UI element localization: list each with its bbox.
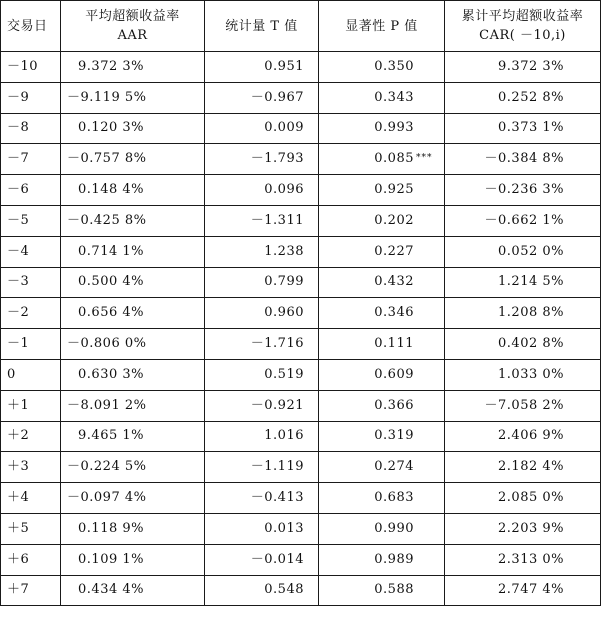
cell-t-value-text: 0.096 (264, 182, 304, 198)
table-row (1, 452, 601, 483)
cell-car-text: 2.203 9% (498, 520, 564, 536)
table-row (1, 544, 601, 575)
cell-p-value (319, 205, 445, 236)
cell-p-value-text: 0.202 (374, 212, 414, 228)
cell-car-text: 1.214 5% (498, 274, 564, 290)
cell-trading-day (1, 298, 61, 329)
cell-trading-day (1, 52, 61, 83)
significance-mark: *** (416, 153, 433, 164)
cell-trading-day (1, 175, 61, 206)
header-trading-day: 交易日 (1, 1, 61, 52)
cell-p-value-text: 0.319 (374, 428, 414, 444)
cell-trading-day (1, 267, 61, 298)
header-car (445, 1, 601, 52)
cell-trading-day (1, 421, 61, 452)
cell-car (445, 236, 601, 267)
cell-car (445, 205, 601, 236)
cell-aar (61, 82, 205, 113)
cell-aar (61, 175, 205, 206)
cell-p-value (319, 575, 445, 606)
cell-trading-day-text: －7 (7, 151, 30, 167)
cell-p-value-text: 0.609 (374, 366, 414, 382)
table-row (1, 113, 601, 144)
cell-p-value (319, 390, 445, 421)
cell-p-value-text: 0.274 (374, 459, 414, 475)
table-row (1, 575, 601, 606)
cell-car-text: 9.372 3% (498, 58, 564, 74)
cell-trading-day (1, 359, 61, 390)
cell-p-value (319, 544, 445, 575)
cell-aar (61, 267, 205, 298)
cell-car-text: 1.033 0% (498, 366, 564, 382)
cell-t-value-text: －1.311 (250, 212, 304, 228)
cell-car (445, 82, 601, 113)
cell-car (445, 267, 601, 298)
cell-aar-text: －0.425 8% (67, 212, 147, 228)
cell-t-value-text: －1.716 (250, 336, 304, 352)
cell-aar-text: －8.091 2% (67, 397, 147, 413)
cell-aar (61, 452, 205, 483)
cell-p-value (319, 298, 445, 329)
table-row (1, 483, 601, 514)
cell-t-value (205, 575, 319, 606)
cell-car (445, 544, 601, 575)
cell-aar-text: －0.224 5% (67, 459, 147, 475)
cell-trading-day (1, 575, 61, 606)
cell-t-value (205, 52, 319, 83)
cell-trading-day-text: －10 (7, 58, 39, 74)
table-row (1, 52, 601, 83)
cell-car (445, 144, 601, 175)
cell-t-value-text: 0.548 (264, 582, 304, 598)
cell-trading-day (1, 113, 61, 144)
cell-car (445, 113, 601, 144)
cell-t-value-text: 0.009 (264, 120, 304, 136)
cell-aar (61, 513, 205, 544)
cell-car-text: 2.747 4% (498, 582, 564, 598)
cell-p-value-text: 0.111 (374, 336, 414, 352)
cell-car (445, 298, 601, 329)
cell-trading-day (1, 82, 61, 113)
cell-aar-text: －0.806 0% (67, 336, 147, 352)
cell-car-text: 1.208 8% (498, 305, 564, 321)
cell-t-value-text: 0.951 (264, 58, 304, 74)
cell-trading-day-text: 0 (7, 366, 16, 382)
table-row (1, 205, 601, 236)
cell-p-value-text: 0.432 (374, 274, 414, 290)
cell-trading-day-text: －8 (7, 120, 30, 136)
cell-car-text: 2.085 0% (498, 490, 564, 506)
cell-trading-day (1, 544, 61, 575)
cell-car (445, 175, 601, 206)
cell-p-value (319, 359, 445, 390)
cell-aar (61, 483, 205, 514)
table-row (1, 298, 601, 329)
cell-p-value-text: 0.989 (374, 551, 414, 567)
cell-aar (61, 421, 205, 452)
cell-car (445, 513, 601, 544)
cell-trading-day-text: －9 (7, 89, 30, 105)
cell-p-value-text: 0.227 (374, 243, 414, 259)
table-row (1, 175, 601, 206)
cell-aar-text: －9.119 5% (67, 89, 147, 105)
cell-t-value-text: 0.960 (264, 305, 304, 321)
header-aar-line2: AAR (117, 28, 148, 43)
cell-car (445, 390, 601, 421)
table-row (1, 421, 601, 452)
header-p-value: 显著性 P 值 (319, 1, 445, 52)
cell-aar (61, 205, 205, 236)
cell-t-value (205, 298, 319, 329)
cell-car-text: －0.662 1% (484, 212, 564, 228)
cell-car-text: 2.182 4% (498, 459, 564, 475)
cell-trading-day (1, 236, 61, 267)
cell-p-value (319, 329, 445, 360)
cell-car (445, 359, 601, 390)
cell-p-value (319, 483, 445, 514)
cell-trading-day-text: －3 (7, 274, 30, 290)
cell-car-text: －7.058 2% (484, 397, 564, 413)
cell-aar (61, 113, 205, 144)
table-row (1, 329, 601, 360)
header-aar (61, 1, 205, 52)
cell-trading-day (1, 329, 61, 360)
cell-p-value (319, 513, 445, 544)
cell-car (445, 575, 601, 606)
cell-t-value-text: －0.921 (250, 397, 304, 413)
cell-car-text: 0.252 8% (498, 89, 564, 105)
cell-aar-text: 0.630 3% (78, 366, 144, 382)
cell-car-text: －0.384 8% (484, 151, 564, 167)
cell-t-value (205, 175, 319, 206)
table-row (1, 359, 601, 390)
cell-p-value-text: 0.350 (374, 58, 414, 74)
cell-t-value (205, 329, 319, 360)
cell-aar-text: 0.714 1% (78, 243, 144, 259)
table-row (1, 390, 601, 421)
cell-t-value (205, 421, 319, 452)
cell-aar (61, 236, 205, 267)
table-row (1, 513, 601, 544)
cell-aar-text: 0.109 1% (78, 551, 144, 567)
cell-t-value-text: 0.799 (264, 274, 304, 290)
cell-aar (61, 144, 205, 175)
cell-t-value (205, 205, 319, 236)
cell-trading-day-text: ＋4 (7, 490, 30, 506)
cell-t-value (205, 82, 319, 113)
cell-aar (61, 52, 205, 83)
cell-trading-day (1, 390, 61, 421)
cell-car-text: 0.402 8% (498, 336, 564, 352)
cell-t-value (205, 113, 319, 144)
header-t-value: 统计量 T 值 (205, 1, 319, 52)
cell-p-value-text: 0.343 (374, 89, 414, 105)
cell-aar-text: 9.372 3% (78, 58, 144, 74)
cell-car-text: －0.236 3% (484, 182, 564, 198)
cell-p-value-text: 0.925 (374, 182, 414, 198)
cell-t-value (205, 390, 319, 421)
cell-car (445, 421, 601, 452)
cell-aar (61, 544, 205, 575)
cell-p-value (319, 175, 445, 206)
cell-trading-day-text: －1 (7, 336, 30, 352)
cell-t-value-text: －1.119 (250, 459, 304, 475)
cell-t-value (205, 267, 319, 298)
cell-p-value (319, 236, 445, 267)
cell-trading-day-text: ＋2 (7, 428, 30, 444)
cell-p-value-text: 0.588 (374, 582, 414, 598)
cell-trading-day-text: ＋7 (7, 582, 30, 598)
table-row (1, 82, 601, 113)
header-car-line1: 累计平均超额收益率 (461, 9, 584, 24)
cell-aar-text: 0.656 4% (78, 305, 144, 321)
table-row (1, 236, 601, 267)
cell-t-value-text: 0.013 (264, 520, 304, 536)
cell-car-text: 2.406 9% (498, 428, 564, 444)
cell-aar (61, 575, 205, 606)
cell-trading-day (1, 513, 61, 544)
cell-trading-day-text: ＋1 (7, 397, 30, 413)
cell-p-value-text: 0.990 (374, 520, 414, 536)
cell-car-text: 0.373 1% (498, 120, 564, 136)
cell-car (445, 52, 601, 83)
cell-trading-day-text: －2 (7, 305, 30, 321)
cell-car (445, 483, 601, 514)
table-row (1, 267, 601, 298)
cell-p-value (319, 267, 445, 298)
cell-t-value (205, 513, 319, 544)
cell-aar-text: 0.148 4% (78, 182, 144, 198)
cell-aar (61, 298, 205, 329)
cell-trading-day-text: ＋3 (7, 459, 30, 475)
cell-car-text: 2.313 0% (498, 551, 564, 567)
cell-t-value (205, 544, 319, 575)
header-car-line2: CAR( －10,i) (479, 28, 566, 43)
cell-p-value (319, 452, 445, 483)
header-row (1, 1, 601, 52)
cell-aar (61, 359, 205, 390)
cell-t-value-text: 0.519 (264, 366, 304, 382)
table-header (1, 1, 601, 52)
cell-p-value (319, 421, 445, 452)
cell-p-value (319, 144, 445, 175)
cell-t-value (205, 359, 319, 390)
cell-trading-day (1, 452, 61, 483)
cell-t-value (205, 236, 319, 267)
cell-aar-text: 0.434 4% (78, 582, 144, 598)
cell-trading-day (1, 205, 61, 236)
cell-trading-day-text: －4 (7, 243, 30, 259)
cell-p-value (319, 113, 445, 144)
cell-aar-text: －0.097 4% (67, 490, 147, 506)
cell-car (445, 452, 601, 483)
cell-t-value-text: －0.413 (250, 490, 304, 506)
cell-p-value-text: 0.366 (374, 397, 414, 413)
cell-aar-text: 0.118 9% (78, 520, 144, 536)
cell-aar-text: 0.120 3% (78, 120, 144, 136)
cell-aar (61, 329, 205, 360)
cell-t-value-text: －0.967 (250, 89, 304, 105)
cell-aar-text: 9.465 1% (78, 428, 144, 444)
cell-aar-text: －0.757 8% (67, 151, 147, 167)
cell-car (445, 329, 601, 360)
cell-t-value-text: －0.014 (250, 551, 304, 567)
cell-p-value (319, 52, 445, 83)
cell-trading-day-text: －5 (7, 212, 30, 228)
cell-t-value-text: 1.016 (264, 428, 304, 444)
cell-t-value-text: －1.793 (250, 151, 304, 167)
table-body (1, 52, 601, 606)
cell-t-value (205, 144, 319, 175)
cell-p-value-text: 0.993 (374, 120, 414, 136)
cell-car-text: 0.052 0% (498, 243, 564, 259)
cell-p-value-text: 0.085 (374, 151, 414, 167)
cell-t-value-text: 1.238 (264, 243, 304, 259)
cell-trading-day-text: ＋5 (7, 520, 30, 536)
cell-t-value (205, 452, 319, 483)
cell-t-value (205, 483, 319, 514)
cell-trading-day-text: －6 (7, 182, 30, 198)
cell-p-value (319, 82, 445, 113)
cell-aar (61, 390, 205, 421)
cell-trading-day (1, 483, 61, 514)
table-row (1, 144, 601, 175)
cell-aar-text: 0.500 4% (78, 274, 144, 290)
cell-p-value-text: 0.683 (374, 490, 414, 506)
cell-trading-day-text: ＋6 (7, 551, 30, 567)
cell-p-value-text: 0.346 (374, 305, 414, 321)
header-aar-line1: 平均超额收益率 (85, 9, 180, 24)
cell-trading-day (1, 144, 61, 175)
